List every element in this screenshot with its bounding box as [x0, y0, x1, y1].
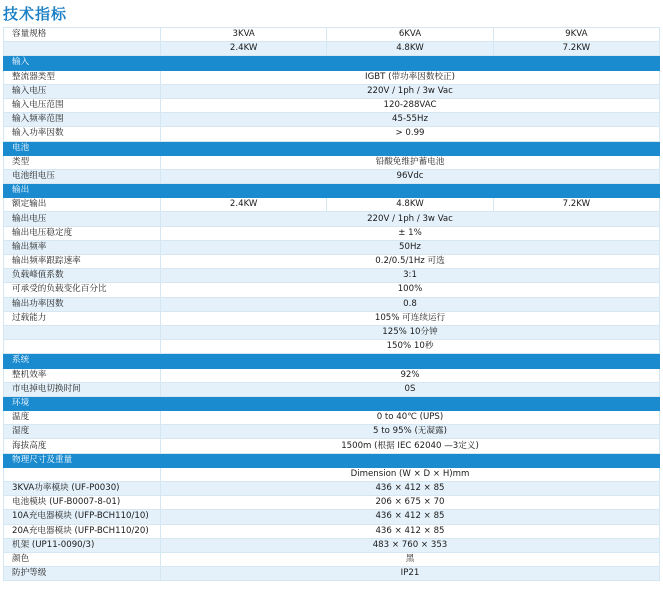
spec-label: 输入功率因数 — [4, 127, 161, 141]
rated-output-cell: 4.8KW — [327, 198, 493, 212]
spec-label: 容量规格 — [4, 28, 161, 42]
spec-value: 50Hz — [161, 240, 660, 254]
spec-value: 45-55Hz — [161, 113, 660, 127]
spec-value: ± 1% — [161, 226, 660, 240]
spec-label — [4, 467, 161, 481]
spec-row — [4, 169, 660, 183]
spec-label: 防护等级 — [4, 567, 161, 581]
spec-row — [4, 212, 660, 226]
spec-row — [4, 255, 660, 269]
section-header-output — [4, 184, 660, 198]
spec-value: 黑 — [161, 552, 660, 566]
spec-value: 3:1 — [161, 269, 660, 283]
spec-label: 10A充电器模块 (UFP-BCH110/10) — [4, 510, 161, 524]
spec-row — [4, 226, 660, 240]
spec-label: 类型 — [4, 155, 161, 169]
spec-row — [4, 482, 660, 496]
spec-label: 负载峰值系数 — [4, 269, 161, 283]
spec-row — [4, 411, 660, 425]
spec-row — [4, 552, 660, 566]
spec-row — [4, 155, 660, 169]
spec-row — [4, 340, 660, 354]
spec-value: 120-288VAC — [161, 98, 660, 112]
spec-value: 1500m (根据 IEC 62040 —3定义) — [161, 439, 660, 453]
spec-value: IGBT (带功率因数校正) — [161, 70, 660, 84]
section-header-label: 电池 — [4, 141, 660, 155]
page-title: 技术指标 — [3, 5, 68, 23]
section-header-system — [4, 354, 660, 368]
spec-label: 温度 — [4, 411, 161, 425]
spec-label — [4, 42, 161, 56]
spec-value: 5 to 95% (无凝露) — [161, 425, 660, 439]
rated-output-cell: 7.2KW — [493, 198, 659, 212]
spec-label: 输出频率跟踪速率 — [4, 255, 161, 269]
spec-value: 92% — [161, 368, 660, 382]
spec-row — [4, 269, 660, 283]
spec-row — [4, 425, 660, 439]
spec-row — [4, 567, 660, 581]
section-header-label: 系统 — [4, 354, 660, 368]
spec-value: 铅酸免维护蓄电池 — [161, 155, 660, 169]
dimension-header: Dimension (W × D × H)mm — [161, 467, 660, 481]
spec-label: 市电掉电切换时间 — [4, 382, 161, 396]
spec-label: 输入频率范围 — [4, 113, 161, 127]
spec-row — [4, 198, 660, 212]
spec-row — [4, 510, 660, 524]
spec-label: 整机效率 — [4, 368, 161, 382]
spec-value: 436 × 412 × 85 — [161, 510, 660, 524]
spec-row — [4, 368, 660, 382]
spec-row — [4, 311, 660, 325]
spec-value: 100% — [161, 283, 660, 297]
spec-label: 可承受的负载变化百分比 — [4, 283, 161, 297]
spec-label: 机架 (UP11-0090/3) — [4, 538, 161, 552]
spec-value: 483 × 760 × 353 — [161, 538, 660, 552]
spec-row — [4, 283, 660, 297]
section-header-label: 环境 — [4, 396, 660, 410]
model-cell: 3KVA — [161, 28, 327, 42]
spec-value: > 0.99 — [161, 127, 660, 141]
spec-label — [4, 340, 161, 354]
spec-row — [4, 538, 660, 552]
spec-label: 输出频率 — [4, 240, 161, 254]
section-header-physical — [4, 453, 660, 467]
spec-value: 220V / 1ph / 3w Vac — [161, 212, 660, 226]
spec-label: 输出电压 — [4, 212, 161, 226]
model-cell: 6KVA — [327, 28, 493, 42]
section-header-input — [4, 56, 660, 70]
spec-label: 输出电压稳定度 — [4, 226, 161, 240]
spec-row — [4, 382, 660, 396]
spec-row — [4, 325, 660, 339]
spec-label: 整流器类型 — [4, 70, 161, 84]
spec-row — [4, 467, 660, 481]
spec-label: 额定输出 — [4, 198, 161, 212]
power-cell: 4.8KW — [327, 42, 493, 56]
spec-value: IP21 — [161, 567, 660, 581]
spec-label: 电池组电压 — [4, 169, 161, 183]
spec-value: 105% 可连续运行 — [161, 311, 660, 325]
spec-row — [4, 28, 660, 42]
section-header-label: 物理尺寸及重量 — [4, 453, 660, 467]
spec-value: 220V / 1ph / 3w Vac — [161, 84, 660, 98]
spec-label: 过载能力 — [4, 311, 161, 325]
spec-row — [4, 439, 660, 453]
section-header-battery — [4, 141, 660, 155]
spec-label: 湿度 — [4, 425, 161, 439]
spec-label: 20A充电器模块 (UFP-BCH110/20) — [4, 524, 161, 538]
spec-value: 0 to 40℃ (UPS) — [161, 411, 660, 425]
spec-label: 海拔高度 — [4, 439, 161, 453]
section-header-environment — [4, 396, 660, 410]
spec-row — [4, 297, 660, 311]
spec-row — [4, 84, 660, 98]
spec-row — [4, 70, 660, 84]
power-cell: 7.2KW — [493, 42, 659, 56]
spec-table — [3, 27, 660, 581]
spec-value: 125% 10分钟 — [161, 325, 660, 339]
spec-value: 0.8 — [161, 297, 660, 311]
spec-label: 颜色 — [4, 552, 161, 566]
spec-row — [4, 113, 660, 127]
section-header-label: 输出 — [4, 184, 660, 198]
spec-row — [4, 240, 660, 254]
model-cell: 9KVA — [493, 28, 659, 42]
section-header-label: 输入 — [4, 56, 660, 70]
spec-label: 输出功率因数 — [4, 297, 161, 311]
spec-label: 输入电压 — [4, 84, 161, 98]
spec-value: 0S — [161, 382, 660, 396]
spec-value: 206 × 675 × 70 — [161, 496, 660, 510]
spec-row — [4, 524, 660, 538]
spec-value: 0.2/0.5/1Hz 可选 — [161, 255, 660, 269]
spec-value: 436 × 412 × 85 — [161, 524, 660, 538]
spec-row — [4, 98, 660, 112]
spec-label: 输入电压范围 — [4, 98, 161, 112]
spec-label: 电池模块 (UF-B0007-8-01) — [4, 496, 161, 510]
spec-value: 150% 10秒 — [161, 340, 660, 354]
spec-label: 3KVA功率模块 (UF-P0030) — [4, 482, 161, 496]
spec-row — [4, 496, 660, 510]
power-cell: 2.4KW — [161, 42, 327, 56]
rated-output-cell: 2.4KW — [161, 198, 327, 212]
spec-row — [4, 42, 660, 56]
spec-label — [4, 325, 161, 339]
spec-value: 436 × 412 × 85 — [161, 482, 660, 496]
spec-value: 96Vdc — [161, 169, 660, 183]
spec-row — [4, 127, 660, 141]
